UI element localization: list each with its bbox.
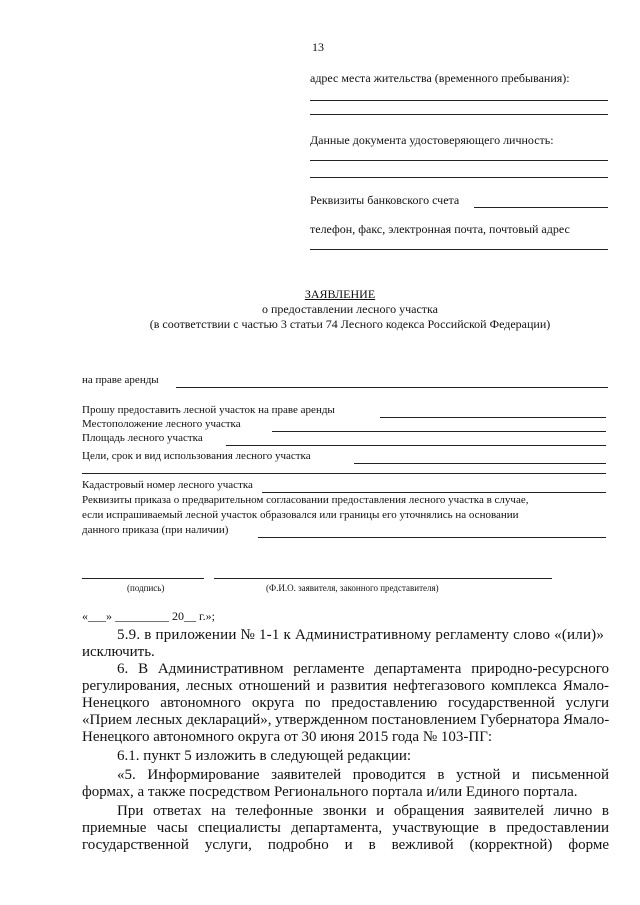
answers-line-2: приемные часы специалисты департамента, участвующие в предоставлении — [82, 820, 609, 836]
answers-line-1: При ответах на телефонные звонки и обращения заявителей лично в — [117, 803, 609, 819]
item-5-9-line-2: исключить. — [82, 644, 155, 660]
order-line-3: данного приказа (при наличии) — [82, 524, 229, 536]
address-line-2 — [310, 114, 608, 115]
item-5-9-line-1: 5.9. в приложении № 1-1 к Административному регламенту слово «(или)» — [117, 627, 605, 643]
id-document-line-2 — [310, 177, 608, 178]
item-6-line-4: «Прием лесных деклараций», утвержденном постановлением Губернатора Ямало- — [82, 712, 610, 728]
date-line: «___» _________ 20__ г.»; — [82, 609, 215, 623]
field-area-line — [226, 445, 606, 446]
signature-caption: (подпись) — [127, 583, 165, 593]
item-6-1: 6.1. пункт 5 изложить в следующей редакции: — [117, 748, 412, 764]
order-line-1: Реквизиты приказа о предварительном согласовании предоставления лесного участка в случае, — [82, 494, 529, 506]
field-request-line — [380, 417, 606, 418]
item-6-line-2: регулирования, лесных отношений и развития нефтегазового комплекса Ямало- — [82, 678, 609, 694]
signature-line — [82, 578, 204, 579]
id-document-line-1 — [310, 160, 608, 161]
address-label: адрес места жительства (временного пребывания): — [310, 71, 570, 85]
order-line-2: если испрашиваемый лесной участок образовался или границы его уточнялись на основании — [82, 509, 519, 521]
field-area: Площадь лесного участка — [82, 432, 203, 444]
contacts-label: телефон, факс, электронная почта, почтовый адрес — [310, 222, 570, 236]
name-caption: (Ф.И.О. заявителя, законного представителя) — [266, 583, 439, 593]
bank-account-label: Реквизиты банковского счета — [310, 193, 460, 207]
field-purpose: Цели, срок и вид использования лесного участка — [82, 450, 311, 462]
lease-label: на праве аренды — [82, 374, 159, 386]
form-subtitle: о предоставлении лесного участка — [261, 302, 438, 316]
bank-account-line — [474, 207, 608, 208]
field-location: Местоположение лесного участка — [82, 418, 241, 430]
item-6-line-1: 6. В Административном регламенте департамента природно-ресурсного — [117, 661, 609, 677]
lease-line — [176, 387, 608, 388]
order-line — [258, 537, 606, 538]
field-location-line — [272, 431, 606, 432]
address-line-1 — [310, 100, 608, 101]
form-basis: (в соответствии с частью 3 статьи 74 Лесного кодекса Российской Федерации) — [149, 317, 551, 331]
item-6-line-5: Ненецкого автономного округа от 30 июня 2015 года № 103-ПГ: — [82, 729, 493, 745]
name-line — [214, 578, 552, 579]
field-request: Прошу предоставить лесной участок на праве аренды — [82, 404, 335, 416]
page-number: 13 — [312, 40, 324, 54]
id-document-label: Данные документа удостоверяющего личность: — [310, 133, 554, 147]
field-purpose-line — [354, 463, 606, 464]
field-purpose-line-2 — [82, 473, 606, 474]
item-5-line-1: «5. Информирование заявителей проводится в устной и письменной — [117, 767, 609, 783]
contacts-line — [310, 249, 608, 250]
item-5-line-2: формах, а также посредством Регионального портала и/или Единого портала. — [82, 784, 578, 800]
cadastral-label: Кадастровый номер лесного участка — [82, 479, 253, 491]
cadastral-line — [262, 492, 606, 493]
item-6-line-3: Ненецкого автономного округа по предоставлению государственной услуги — [82, 695, 609, 711]
answers-line-3: государственной услуги, подробно и в вежливой (корректной) форме — [82, 837, 609, 853]
form-title: ЗАЯВЛЕНИЕ — [304, 287, 376, 301]
